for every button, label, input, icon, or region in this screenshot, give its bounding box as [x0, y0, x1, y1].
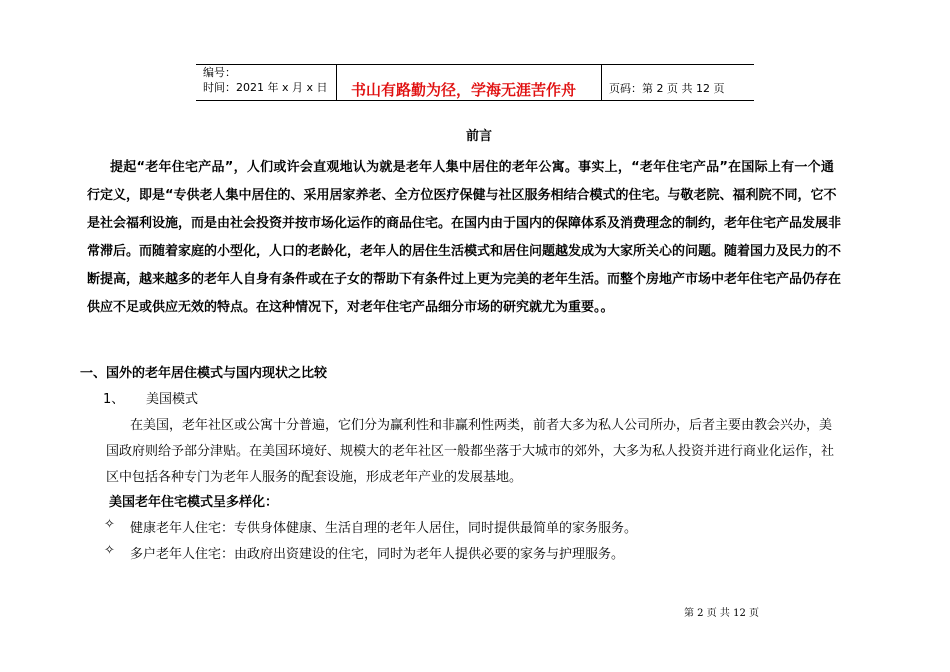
subsection-title: 美国模式 [146, 392, 199, 407]
preface-line-2: 行定义，即是“专供老人集中居住的、采用居家养老、全方位医疗保健与社区服务相结合模式的住宅。与敬老院、福利院不同，它不 [87, 188, 837, 203]
header-top-rule [196, 64, 754, 65]
body-line-1: 在美国，老年社区或公寓十分普遍，它们分为赢利性和非赢利性两类，前者大多为私人公司所办，后者主要由教会兴办，美 [130, 418, 833, 433]
header-motto: 书山有路勤为径，学海无涯苦作舟 [351, 81, 577, 99]
bullet-item-2: 多户老年人住宅：由政府出资建设的住宅，同时为老年人提供必要的家务与护理服务。 [130, 547, 625, 562]
header-bottom-rule [196, 100, 754, 101]
body-line-3: 区中包括各种专门为老年人服务的配套设施，形成老年产业的发展基地。 [106, 470, 523, 485]
preface-line-4: 常滞后。而随着家庭的小型化，人口的老龄化，老年人的居住生活模式和居住问题越发成为大家所关心的问题。随着国力及民力的不 [87, 244, 842, 259]
preface-line-6: 供应不足或供应无效的特点。在这种情况下，对老年住宅产品细分市场的研究就尤为重要。。 [87, 300, 614, 315]
footer-page-number: 第 2 页 共 12 页 [684, 608, 759, 619]
header-divider-right [601, 65, 602, 100]
section-heading: 一、国外的老年居住模式与国内现状之比较 [80, 366, 328, 381]
preface-line-1: 提起“老年住宅产品”，人们或许会直观地认为就是老年人集中居住的老年公寓。事实上，“老年住宅产品”在国际上有一个通 [110, 160, 835, 175]
header-divider-left [336, 65, 337, 100]
preface-line-5: 断提高，越来越多的老年人自身有条件或在子女的帮助下有条件过上更为完美的老年生活。而整个房地产市场中老年住宅产品仍存在 [87, 272, 842, 287]
header-time-label: 时间：2021 年 x 月 x 日 [203, 81, 328, 94]
diversity-heading: 美国老年住宅模式呈多样化： [109, 495, 279, 510]
body-line-2: 国政府则给予部分津贴。在美国环境好、规模大的老年社区一般都坐落于大城市的郊外，大多为私人投资并进行商业化运作，社 [106, 444, 835, 459]
bullet-icon: ✧ [104, 517, 115, 532]
bullet-icon: ✧ [104, 543, 115, 558]
preface-title: 前言 [466, 129, 493, 144]
subsection-number: 1、 [103, 392, 125, 407]
header-number-label: 编号： [203, 66, 236, 79]
bullet-item-1: 健康老年人住宅：专供身体健康、生活自理的老年人居住，同时提供最简单的家务服务。 [130, 521, 638, 536]
header-page-code: 页码：第 2 页 共 12 页 [609, 82, 725, 95]
preface-line-3: 是社会福利设施，而是由社会投资并按市场化运作的商品住宅。在国内由于国内的保障体系及消费理念的制约，老年住宅产品发展非 [87, 216, 842, 231]
